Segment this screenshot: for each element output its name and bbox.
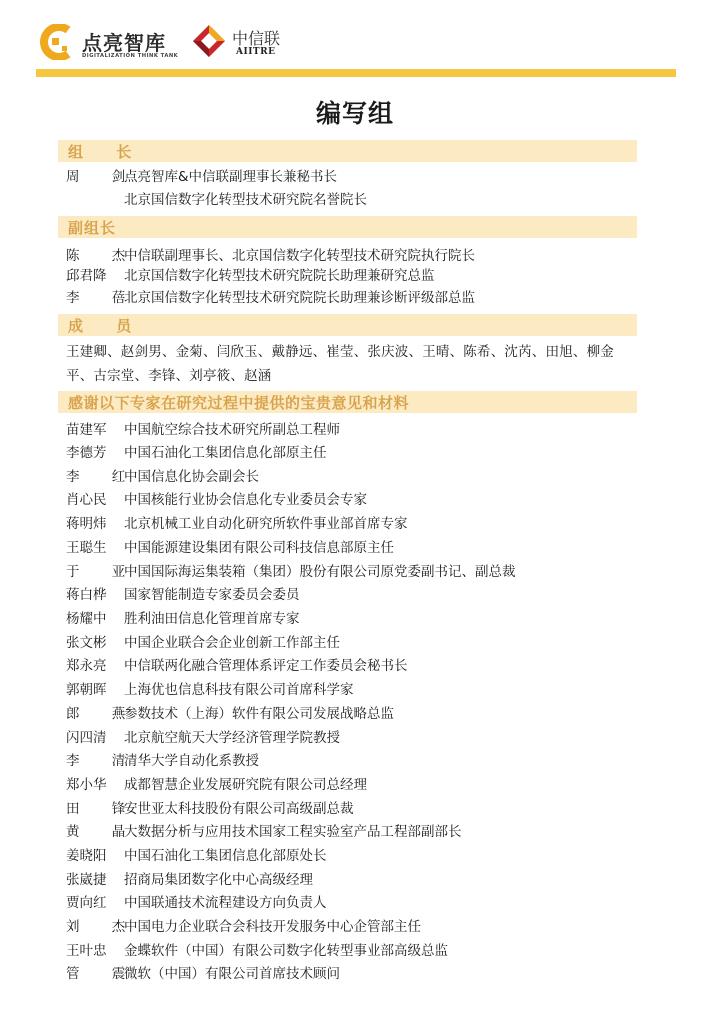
section-thanks-label: 感谢以下专家在研究过程中提供的宝贵意见和材料 (68, 394, 410, 412)
expert-name: 黄 晶 (66, 824, 140, 840)
expert-name: 王聪生 (66, 540, 107, 556)
leader-name: 周 剑 (66, 169, 140, 185)
section-members-header (58, 314, 637, 336)
expert-role: 上海优也信息科技有限公司首席科学家 (124, 682, 354, 698)
expert-name: 肖心民 (66, 492, 107, 508)
expert-role: 北京航空航天大学经济管理学院教授 (124, 730, 340, 746)
expert-name: 李德芳 (66, 445, 107, 461)
expert-role: 清华大学自动化系教授 (124, 753, 259, 769)
expert-role: 胜利油田信息化管理首席专家 (124, 611, 300, 627)
expert-name: 于 亚 (66, 564, 140, 580)
expert-name: 杨耀中 (66, 611, 107, 627)
section-deputy-label: 副组长 (68, 219, 117, 237)
expert-role: 中国信息化协会副会长 (124, 469, 259, 485)
expert-role: 中国联通技术流程建设方向负责人 (124, 895, 327, 911)
expert-name: 苗建军 (66, 422, 107, 438)
section-deputy-header (58, 216, 637, 238)
aiitre-logo (192, 22, 302, 64)
expert-role: 中国石油化工集团信息化部原处长 (124, 848, 327, 864)
leader-role: 点亮智库&中信联副理事长兼秘书长 (124, 169, 338, 185)
aiitre-logo-icon (192, 24, 226, 58)
expert-role: 中国国际海运集装箱（集团）股份有限公司原党委副书记、副总裁 (124, 564, 516, 580)
expert-name: 郑永亮 (66, 658, 107, 674)
expert-role: 中国航空综合技术研究所副总工程师 (124, 422, 340, 438)
expert-name: 贾向红 (66, 895, 107, 911)
expert-role: 金蝶软件（中国）有限公司数字化转型事业部高级总监 (124, 943, 448, 959)
expert-role: 大数据分析与应用技术国家工程实验室产品工程部副部长 (124, 824, 462, 840)
members-list: 王建卿、赵剑男、金菊、闫欣玉、戴静远、崔莹、张庆波、王晴、陈希、沈芮、田旭、柳金平、古宗堂、李锋、刘亭筱、赵涵 (66, 344, 614, 384)
expert-role: 北京机械工业自动化研究所软件事业部首席专家 (124, 516, 408, 532)
expert-role: 中国核能行业协会信息化专业委员会专家 (124, 492, 367, 508)
expert-role: 国家智能制造专家委员会委员 (124, 587, 300, 603)
aiitre-logo-name: 中信联 (232, 29, 281, 48)
expert-name: 李 红 (66, 469, 140, 485)
expert-role: 成都智慧企业发展研究院有限公司总经理 (124, 777, 367, 793)
deputy-role: 中信联副理事长、北京国信数字化转型技术研究院执行院长 (124, 248, 475, 264)
expert-role: 中国石油化工集团信息化部原主任 (124, 445, 327, 461)
deputy-role: 北京国信数字化转型技术研究院院长助理兼研究总监 (124, 268, 435, 284)
expert-name: 郑小华 (66, 777, 107, 793)
header-accent-bar (36, 69, 676, 77)
deputy-role: 北京国信数字化转型技术研究院院长助理兼诊断评级部总监 (124, 290, 475, 306)
dianliang-logo-name: 点亮智库 (82, 31, 166, 55)
aiitre-logo-subtitle: AIITRE (236, 47, 276, 57)
section-thanks-header (58, 391, 637, 413)
expert-name: 姜晓阳 (66, 848, 107, 864)
expert-role: 中国企业联合会企业创新工作部主任 (124, 635, 340, 651)
expert-role: 中国电力企业联合会科技开发服务中心企管部主任 (124, 919, 421, 935)
expert-role: 中国能源建设集团有限公司科技信息部原主任 (124, 540, 394, 556)
expert-role: 安世亚太科技股份有限公司高级副总裁 (124, 801, 354, 817)
expert-name: 张崴捷 (66, 872, 107, 888)
page-title: 编写组 (315, 99, 394, 128)
deputy-name: 邱君降 (66, 268, 107, 284)
dianliang-logo (38, 22, 188, 64)
expert-name: 蒋白桦 (66, 587, 107, 603)
expert-name: 李 清 (66, 753, 140, 769)
expert-name: 王叶忠 (66, 943, 107, 959)
deputy-name: 陈 杰 (66, 248, 140, 264)
expert-name: 张文彬 (66, 635, 107, 651)
dianliang-logo-icon (38, 24, 76, 60)
expert-name: 田 锋 (66, 801, 140, 817)
expert-role: 微软（中国）有限公司首席技术顾问 (124, 966, 340, 982)
expert-name: 蒋明炜 (66, 516, 107, 532)
expert-role: 招商局集团数字化中心高级经理 (124, 872, 313, 888)
expert-role: 参数技术（上海）软件有限公司发展战略总监 (124, 706, 394, 722)
section-members-label: 成 员 (68, 317, 146, 335)
expert-name: 闪四清 (66, 730, 107, 746)
dianliang-logo-subtitle: DIGITALIZATION THINK TANK (82, 53, 179, 59)
deputy-name: 李 蓓 (66, 290, 140, 306)
expert-name: 管 震 (66, 966, 140, 982)
section-leader-label: 组 长 (68, 143, 146, 161)
expert-name: 郎 燕 (66, 706, 140, 722)
page-header (0, 0, 710, 80)
expert-name: 郭朝晖 (66, 682, 107, 698)
expert-name: 刘 杰 (66, 919, 140, 935)
expert-role: 中信联两化融合管理体系评定工作委员会秘书长 (124, 658, 408, 674)
leader-role-line2: 北京国信数字化转型技术研究院名誉院长 (124, 192, 367, 208)
section-leader-header (58, 140, 637, 162)
